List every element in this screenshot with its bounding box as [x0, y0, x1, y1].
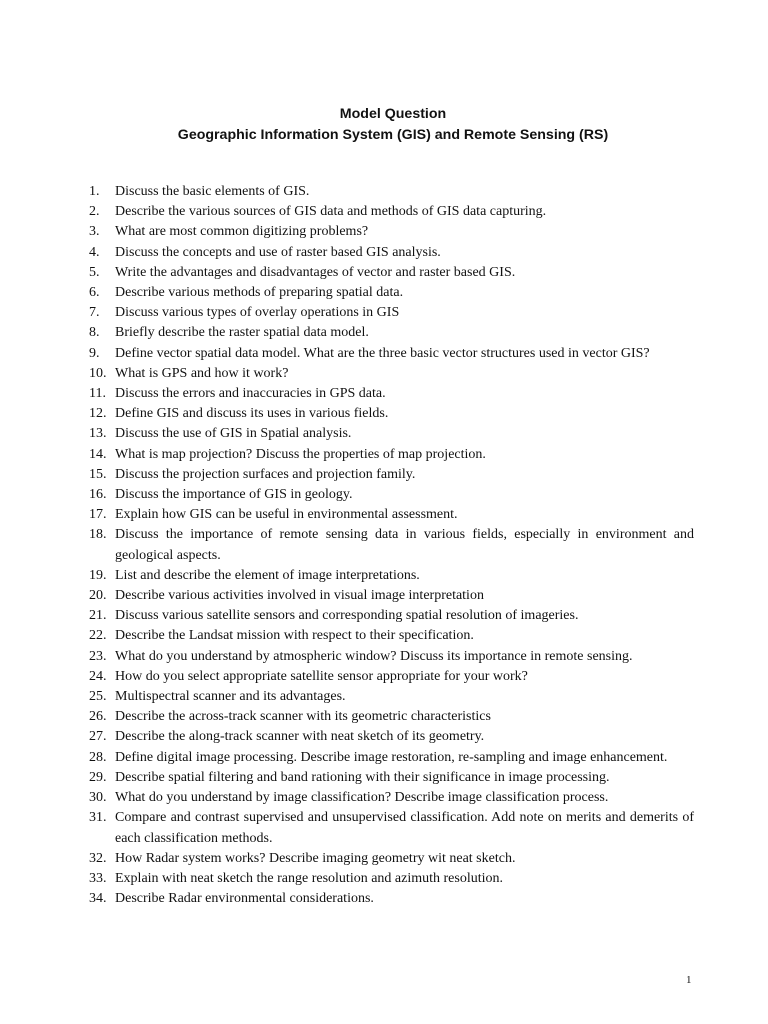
question-text: Discuss the projection surfaces and projection family.: [115, 466, 416, 482]
question-number: 16.: [89, 487, 107, 503]
question-item: [89, 222, 694, 242]
question-text: What do you understand by image classification? Describe image classification process.: [115, 790, 609, 806]
question-text: Compare and contrast supervised and unsupervised classification. Add note on merits and demerits of each classification methods.: [115, 810, 694, 846]
question-text: Define digital image processing. Describe image restoration, re-sampling and image enhancement.: [115, 749, 668, 765]
question-number: 20.: [89, 588, 107, 604]
question-text: Discuss the importance of GIS in geology.: [115, 487, 353, 503]
question-text: Explain how GIS can be useful in environmental assessment.: [115, 507, 458, 523]
question-item: [89, 586, 694, 606]
question-number: 32.: [89, 850, 107, 866]
question-item: [89, 323, 694, 343]
question-item: [89, 364, 694, 384]
question-number: 13.: [89, 426, 107, 442]
question-text: Describe various methods of preparing spatial data.: [115, 285, 404, 301]
question-number: 18.: [89, 527, 107, 543]
question-text: How do you select appropriate satellite sensor appropriate for your work?: [115, 668, 528, 684]
question-text: Describe the Landsat mission with respect to their specification.: [115, 628, 474, 644]
question-number: 14.: [89, 446, 107, 462]
question-text: Describe the various sources of GIS data and methods of GIS data capturing.: [115, 204, 547, 220]
question-text: Describe the across-track scanner with its geometric characteristics: [115, 709, 491, 725]
question-item: [89, 808, 694, 848]
question-text: Explain with neat sketch the range resolution and azimuth resolution.: [115, 870, 504, 886]
question-item: [89, 707, 694, 727]
question-number: 30.: [89, 790, 107, 806]
question-item: [89, 626, 694, 646]
question-number: 25.: [89, 689, 107, 705]
question-number: 5.: [89, 264, 100, 280]
question-item: [89, 889, 694, 909]
question-text: What do you understand by atmospheric window? Discuss its importance in remote sensing.: [115, 648, 633, 664]
question-number: 6.: [89, 285, 100, 301]
question-text: Describe Radar environmental considerations.: [115, 891, 374, 907]
question-text: Multispectral scanner and its advantages.: [115, 689, 346, 705]
question-text: What are most common digitizing problems?: [115, 224, 369, 240]
question-number: 3.: [89, 224, 100, 240]
question-item: [89, 525, 694, 565]
question-item: [89, 727, 694, 747]
question-number: 29.: [89, 769, 107, 785]
question-item: [89, 202, 694, 222]
question-number: 24.: [89, 668, 107, 684]
question-number: 11.: [89, 386, 106, 402]
question-item: [89, 263, 694, 283]
question-item: [89, 869, 694, 889]
question-number: 23.: [89, 648, 107, 664]
question-number: 27.: [89, 729, 107, 745]
question-text: Describe various activities involved in visual image interpretation: [115, 588, 484, 604]
question-text: Discuss the importance of remote sensing data in various fields, especially in environment and geological aspects.: [115, 527, 694, 563]
question-text: Briefly describe the raster spatial data model.: [115, 325, 369, 341]
question-number: 12.: [89, 406, 107, 422]
question-item: [89, 566, 694, 586]
question-item: [89, 465, 694, 485]
question-text: Define GIS and discuss its uses in various fields.: [115, 406, 389, 422]
question-item: [89, 384, 694, 404]
question-item: [89, 182, 694, 202]
question-number: 10.: [89, 365, 107, 381]
question-text: Discuss the concepts and use of raster based GIS analysis.: [115, 244, 441, 260]
question-item: [89, 445, 694, 465]
question-text: Define vector spatial data model. What are the three basic vector structures used in vector GIS?: [115, 345, 650, 361]
question-number: 28.: [89, 749, 107, 765]
question-number: 8.: [89, 325, 100, 341]
question-item: [89, 788, 694, 808]
question-text: Discuss the use of GIS in Spatial analysis.: [115, 426, 352, 442]
question-text: What is GPS and how it work?: [115, 365, 289, 381]
question-item: [89, 849, 694, 869]
question-number: 33.: [89, 870, 107, 886]
question-number: 2.: [89, 204, 100, 220]
question-item: [89, 687, 694, 707]
question-item: [89, 404, 694, 424]
question-text: How Radar system works? Describe imaging geometry wit neat sketch.: [115, 850, 516, 866]
question-list: [89, 182, 694, 909]
question-item: [89, 344, 694, 364]
question-item: [89, 485, 694, 505]
question-item: [89, 283, 694, 303]
page-title: Model Question: [339, 106, 447, 122]
question-item: [89, 768, 694, 788]
question-number: 7.: [89, 305, 100, 321]
question-item: [89, 505, 694, 525]
question-number: 17.: [89, 507, 107, 523]
question-text: Discuss the errors and inaccuracies in GPS data.: [115, 386, 386, 402]
question-number: 1.: [89, 184, 100, 199]
title-block: [0, 104, 768, 146]
question-text: Discuss various satellite sensors and corresponding spatial resolution of imageries.: [115, 608, 579, 624]
question-item: [89, 303, 694, 323]
question-number: 19.: [89, 567, 107, 583]
question-number: 31.: [89, 810, 107, 826]
question-number: 21.: [89, 608, 107, 624]
question-number: 4.: [89, 244, 100, 260]
question-text: Describe spatial filtering and band rationing with their significance in image processing.: [115, 769, 610, 785]
question-item: [89, 647, 694, 667]
question-item: [89, 424, 694, 444]
question-item: [89, 748, 694, 768]
question-text: Write the advantages and disadvantages of vector and raster based GIS.: [115, 264, 516, 280]
question-number: 34.: [89, 891, 107, 907]
question-text: Discuss the basic elements of GIS.: [115, 184, 310, 199]
page-subtitle: Geographic Information System (GIS) and Remote Sensing (RS): [177, 127, 609, 143]
question-item: [89, 667, 694, 687]
question-item: [89, 606, 694, 626]
page-number: 1: [686, 974, 692, 986]
question-text: Discuss various types of overlay operations in GIS: [115, 305, 400, 321]
question-number: 22.: [89, 628, 107, 644]
question-number: 9.: [89, 345, 100, 361]
question-text: List and describe the element of image interpretations.: [115, 567, 420, 583]
question-text: What is map projection? Discuss the properties of map projection.: [115, 446, 486, 462]
question-number: 26.: [89, 709, 107, 725]
question-text: Describe the along-track scanner with neat sketch of its geometry.: [115, 729, 485, 745]
question-item: [89, 243, 694, 263]
question-number: 15.: [89, 466, 107, 482]
